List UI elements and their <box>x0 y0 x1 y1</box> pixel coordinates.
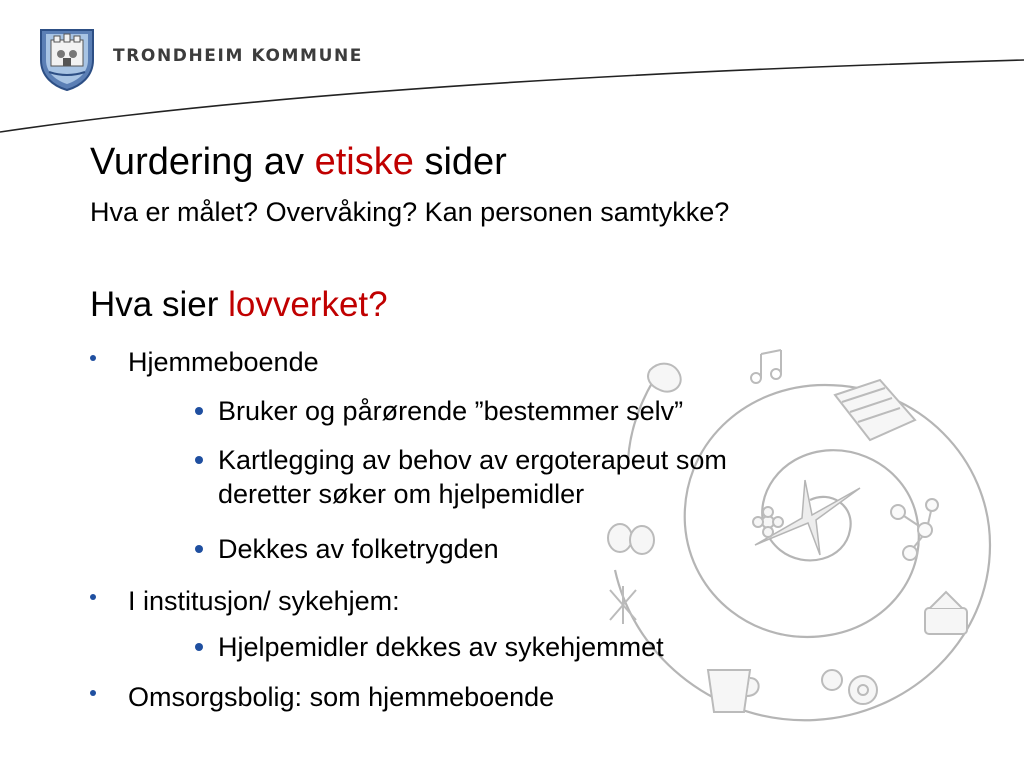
bullet-dot-icon <box>195 545 203 553</box>
bullet-dot-icon <box>195 456 203 464</box>
gears-icon <box>822 670 877 704</box>
cake-icon <box>925 592 967 634</box>
sub-bullet-text: Hjelpemidler dekkes av sykehjemmet <box>218 632 664 662</box>
slide-subtitle: Hva er målet? Overvåking? Kan personen samtykke? <box>90 197 730 227</box>
bullet-text: Hjemmeboende <box>128 347 319 377</box>
book-icon <box>835 380 915 440</box>
bullet-dot-icon <box>90 355 96 361</box>
org-name: TRONDHEIM KOMMUNE <box>113 46 364 66</box>
bullet-dot-icon <box>90 690 96 696</box>
theatre-masks-icon <box>608 524 654 554</box>
title-text-2: sider <box>413 141 507 183</box>
bullet-dot-icon <box>90 594 96 600</box>
header-divider-curve <box>0 0 1024 150</box>
sub-bullet-text: deretter søker om hjelpemidler <box>218 479 585 509</box>
section-highlight: lovverket? <box>228 285 388 324</box>
sub-bullet-text: Bruker og pårørende ”bestemmer selv” <box>218 396 684 426</box>
bullet-dot-icon <box>195 407 203 415</box>
bullet-text: I institusjon/ sykehjem: <box>128 586 400 616</box>
music-notes-icon <box>751 350 781 383</box>
title-highlight: etiske <box>314 141 414 183</box>
bullet-dot-icon <box>195 643 203 651</box>
sub-bullet-text: Kartlegging av behov av ergoterapeut som <box>218 445 727 475</box>
trondheim-coat-of-arms-icon <box>37 24 97 92</box>
bullet-text: Omsorgsbolig: som hjemmeboende <box>128 682 555 712</box>
title-text-1: Vurdering av <box>90 141 315 183</box>
cup-icon <box>708 670 759 712</box>
slide-title <box>90 140 507 184</box>
sub-bullet-text: Dekkes av folketrygden <box>218 534 499 564</box>
section-heading <box>90 283 388 327</box>
section-text: Hva sier <box>90 285 229 324</box>
hands-icon <box>648 364 681 392</box>
